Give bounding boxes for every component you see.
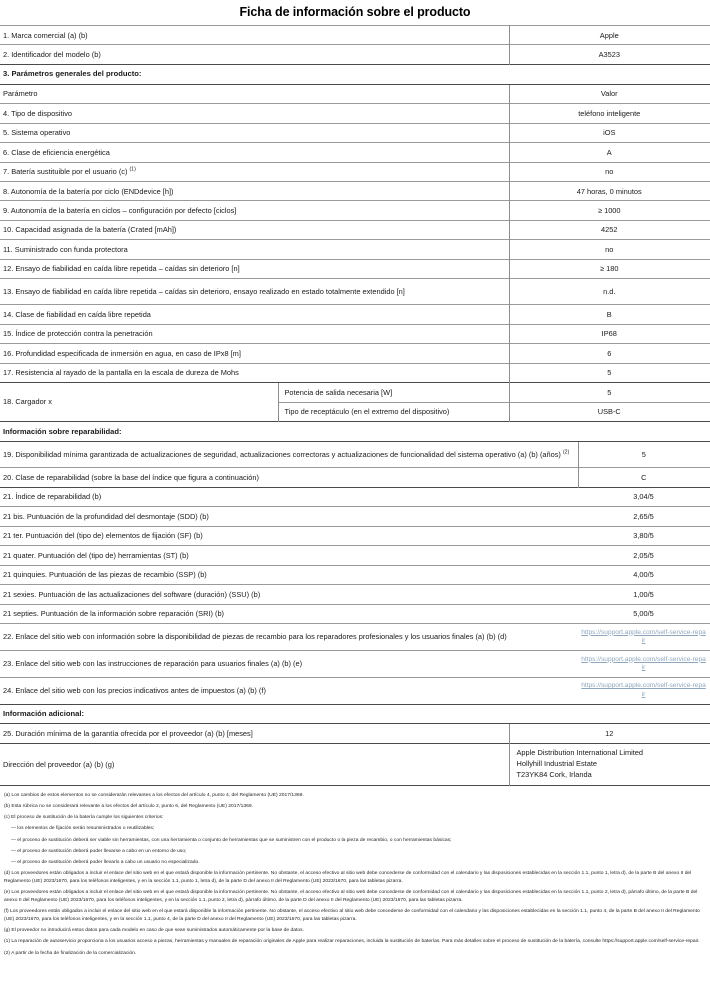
row-label: 23. Enlace del sitio web con las instrucciones de reparación para usuarios finales (a) (b) (e) [3,659,303,669]
column-header-parameter: Parámetro [3,89,38,99]
row-value: 2,65/5 [633,511,654,521]
table-row [0,363,710,382]
row-value: no [509,240,710,259]
table-row [0,487,710,506]
row-value: 5 [578,442,710,468]
row-value [578,624,710,651]
table-row [0,104,710,123]
table-row [0,45,710,64]
table-row [0,259,710,278]
table-row [0,143,710,162]
row-value: 2,05/5 [633,550,654,560]
row-value: teléfono inteligente [509,104,710,123]
footnote-c-bullet-1: — los elementos de fijación serán resuministrados o reutilizables; [11,826,155,832]
row-label: 5. Sistema operativo [3,128,71,138]
identity-table [0,25,710,65]
self-service-repair-link[interactable]: https://support.apple.com/self-service-repair [581,655,706,671]
row-value: 5 [509,363,710,382]
row-label: 24. Enlace del sitio web con los precios indicativos antes de impuestos (a) (b) (f) [3,686,266,696]
supplier-address-line: Hollyhill Industrial Estate [516,759,598,769]
row-label: 21 bis. Puntuación de la profundidad del desmontaje (SDD) (b) [3,511,209,521]
table-row [0,546,710,565]
table-row [0,182,710,201]
row-value: 4252 [509,220,710,239]
row-label: 10. Capacidad asignada de la batería (Crated [mAh]) [3,225,177,235]
column-header-value: Valor [509,85,710,104]
table-row [0,604,710,623]
footnote-c-bullet-3: — el proceso de sustitución deberá poder llevarse a cabo en un entorno de uso; [11,848,187,854]
supplier-address-label: Dirección del proveedor (a) (b) (g) [3,759,115,769]
row-label-text: 19. Disponibilidad mínima garantizada de actualizaciones de seguridad, actualizaciones correctoras y actualizaciones de funcionalidad del sistema operativo (a) (b) (años) [3,449,563,459]
section-heading: 3. Parámetros generales del producto: [3,69,142,79]
charger-subrow-label: Tipo de receptáculo (en el extremo del dispositivo) [278,402,509,421]
table-row [0,724,710,743]
self-service-repair-link[interactable]: https://support.apple.com/self-service-repair [581,682,706,698]
row-value: 4,00/5 [633,570,654,580]
row-label: 14. Clase de fiabilidad en caída libre repetida [3,309,151,319]
table-row [0,624,710,651]
row-value: IP68 [509,324,710,343]
row-label: 20. Clase de reparabilidad (sobre la base del índice que figura a continuación) [3,472,259,482]
row-value [578,651,710,678]
page-title: Ficha de información sobre el producto [239,5,471,19]
table-row [0,383,710,402]
row-value: 3,80/5 [633,531,654,541]
row-value: B [509,305,710,324]
supplier-address-line: Apple Distribution International Limited [516,748,644,758]
row-label [0,162,509,181]
row-value: Apple [509,26,710,45]
row-label: 21 quinquies. Puntuación de las piezas de recambio (SSP) (b) [3,570,207,580]
footnote-g: (g) El proveedor no introducirá estos datos para cada modelo en caso de que sean suministrados automáticamente por la base de datos. [4,928,304,934]
row-label: 25. Duración mínima de la garantía ofrecida por el proveedor (a) (b) [meses] [3,728,253,738]
table-row [0,743,710,785]
row-value: ≥ 180 [509,259,710,278]
footnote-c: (c) El proceso de sustitución de la batería cumple los siguientes criterios: [4,815,164,821]
row-value: no [509,162,710,181]
row-label: 11. Suministrado con funda protectora [3,244,128,254]
footnote-c-bullet-4: — el proceso de sustitución deberá poder llevarlo a cabo un usuario no especializado. [11,859,200,865]
table-row [0,442,710,468]
footnote-e: (e) Los proveedores están obligados a incluir el enlace del sitio web en el que estará disponible la información pertinente. No obstante, el acceso efectivo al sitio web debe concederse de conformidad con el calendario y las disposiciones establecidas en la sección 1.1, punto 2, letra d), párrafo último, de la parte B del anexo II del Reglamento (UE) 2023/1670, para los teléfonos inteligentes, y en la sección 1.1, punto 2, letra d), párrafo último, de la parte D del anexo II del Reglamento (UE) 2023/1670, para las tabletas pizarra. [4,890,698,904]
charger-subrow-value: USB-C [509,402,710,421]
row-label: 4. Tipo de dispositivo [3,108,73,118]
self-service-repair-link[interactable]: https://support.apple.com/self-service-repair [581,628,706,645]
row-value: 12 [509,724,710,743]
table-row [0,26,710,45]
table-row [0,123,710,142]
row-value: A3523 [509,45,710,64]
footnote-marker: (1) [129,166,136,173]
footnote-f: (f) Los proveedores están obligados a incluir el enlace del sitio web en el que estará disponible la información pertinente. No obstante, el acceso efectivo al sitio web debe concederse de conformidad con el calendario y las disposiciones establecidas en la sección 1.1, punto 4, de la parte B del anexo II del Reglamento (UE) 2023/1670, para los teléfonos inteligentes, y en la sección 1.1, punto 4, de la parte D del anexo II del Reglamento (UE) 2023/1670, para las tabletas pizarra. [4,909,700,923]
table-row [0,507,710,526]
row-label: 17. Resistencia al rayado de la pantalla en la escala de dureza de Mohs [3,368,239,378]
supplier-address-value [509,743,710,785]
row-label: 8. Autonomía de la batería por ciclo (ENDdevice [h]) [3,186,174,196]
table-row [0,220,710,239]
row-label: 22. Enlace del sitio web con información sobre la disponibilidad de piezas de recambio para los reparadores profesionales y los usuarios finales (a) (b) (d) [3,632,507,642]
footnote-2: (2) A partir de la fecha de finalización de la comercialización. [4,950,137,956]
row-label: 21 septies. Puntuación de la información sobre reparación (SRI) (b) [3,609,225,619]
footnote-c-bullet-2: — el proceso de sustitución deberá ser viable sin herramientas, con una herramienta o conjunto de herramientas que se suministren con el producto o la pieza de recambio, o con herramientas básicas; [11,837,452,843]
row-value: A [509,143,710,162]
row-value: ≥ 1000 [509,201,710,220]
table-row [0,344,710,363]
row-label: 13. Ensayo de fiabilidad en caída libre repetida – caídas sin deterioro, ensayo realizado en estado totalmente extendido [n] [3,287,405,297]
table-row [0,201,710,220]
row-label: 9. Autonomía de la batería en ciclos – configuración por defecto [ciclos] [3,205,237,215]
additional-table [0,724,710,786]
table-row [0,565,710,584]
section-heading-row [0,422,710,441]
footnote-marker: (2) [562,449,570,456]
row-label-text: 7. Batería sustituible por el usuario (c) [3,167,130,177]
row-value: 5,00/5 [633,609,654,619]
footnotes-block [0,786,710,964]
row-label: 16. Profundidad especificada de inmersión en agua, en caso de IPx8 [m] [3,348,241,358]
table-row [0,279,710,305]
footnote-d: (d) Los proveedores están obligados a incluir el enlace del sitio web en el que estará disponible la información pertinente. No obstante, el acceso efectivo al sitio web debe concederse de conformidad con el calendario y las disposiciones establecidas en la sección 1.1, punto 1, letra d), de la parte B del anexo II del Reglamento (UE) 2023/1670, para los teléfonos inteligentes, y en la sección 1.1, punto 1, letra d), de la parte D del anexo II del Reglamento (UE) 2023/1670, para las tabletas pizarra. [4,870,692,884]
row-label: 1. Marca comercial (a) (b) [3,30,88,40]
charger-subrow-label: Potencia de salida necesaria [W] [278,383,509,402]
table-row [0,305,710,324]
charger-table [0,383,710,422]
row-value: C [578,468,710,487]
table-row [0,585,710,604]
table-row [0,162,710,181]
table-row [0,651,710,678]
table-row [0,324,710,343]
repairability-table [0,442,710,705]
row-label: 6. Clase de eficiencia energética [3,147,110,157]
row-label [0,442,578,468]
row-value: 3,04/5 [633,492,654,502]
section-heading-row [0,705,710,724]
section-heading: Información adicional: [3,709,85,719]
section-heading-row [0,65,710,84]
row-label: 12. Ensayo de fiabilidad en caída libre repetida – caídas sin deterioro [n] [3,264,240,274]
table-row [0,526,710,545]
repairability-heading-table [0,422,710,442]
general-params-heading-table [0,65,710,85]
footnote-b: (b) Esta rúbrica no se considerará relevante a los efectos del artículo 2, punto 6, del Reglamento (UE) 2017/1369. [4,804,253,810]
table-row [0,677,710,704]
row-label: 15. Índice de protección contra la penetración [3,329,153,339]
row-value: iOS [509,123,710,142]
additional-heading-table [0,705,710,725]
row-value: 47 horas, 0 minutos [509,182,710,201]
row-label: 21 ter. Puntuación del (tipo de) elementos de fijación (SF) (b) [3,531,203,541]
row-value: 1,00/5 [633,589,654,599]
section-heading: Información sobre reparabilidad: [3,426,122,436]
row-label: 21 quater. Puntuación del (tipo de) herramientas (ST) (b) [3,550,189,560]
charger-subrow-value: 5 [509,383,710,402]
table-row [0,240,710,259]
supplier-address-line: T23YK84 Cork, Irlanda [516,769,592,779]
row-label: 2. Identificador del modelo (b) [3,49,101,59]
general-params-table [0,85,710,384]
table-row [0,468,710,487]
row-label: 21. Índice de reparabilidad (b) [3,492,102,502]
footnote-a: (a) Los cambios de estos elementos no se considerarán relevantes a los efectos del artículo 4, punto 4, del Reglamento (UE) 2017/1369. [4,793,304,799]
footnote-1: (1) La reparación de autoservicio proporciona a los usuarios acceso a piezas, herramientas y manuales de reparación originales de Apple para realizar reparaciones, incluida la sustitución de baterías. Para más detalles sobre el proceso de sustitución de la batería, consulte https://support.apple.com/self-service-repair. [4,939,700,945]
row-value: 6 [509,344,710,363]
row-value [578,677,710,704]
row-value: n.d. [509,279,710,305]
row-label: 21 sexies. Puntuación de las actualizaciones del software (duración) (SSU) (b) [3,589,261,599]
charger-label: 18. Cargador x [3,397,52,407]
table-header-row [0,85,710,104]
